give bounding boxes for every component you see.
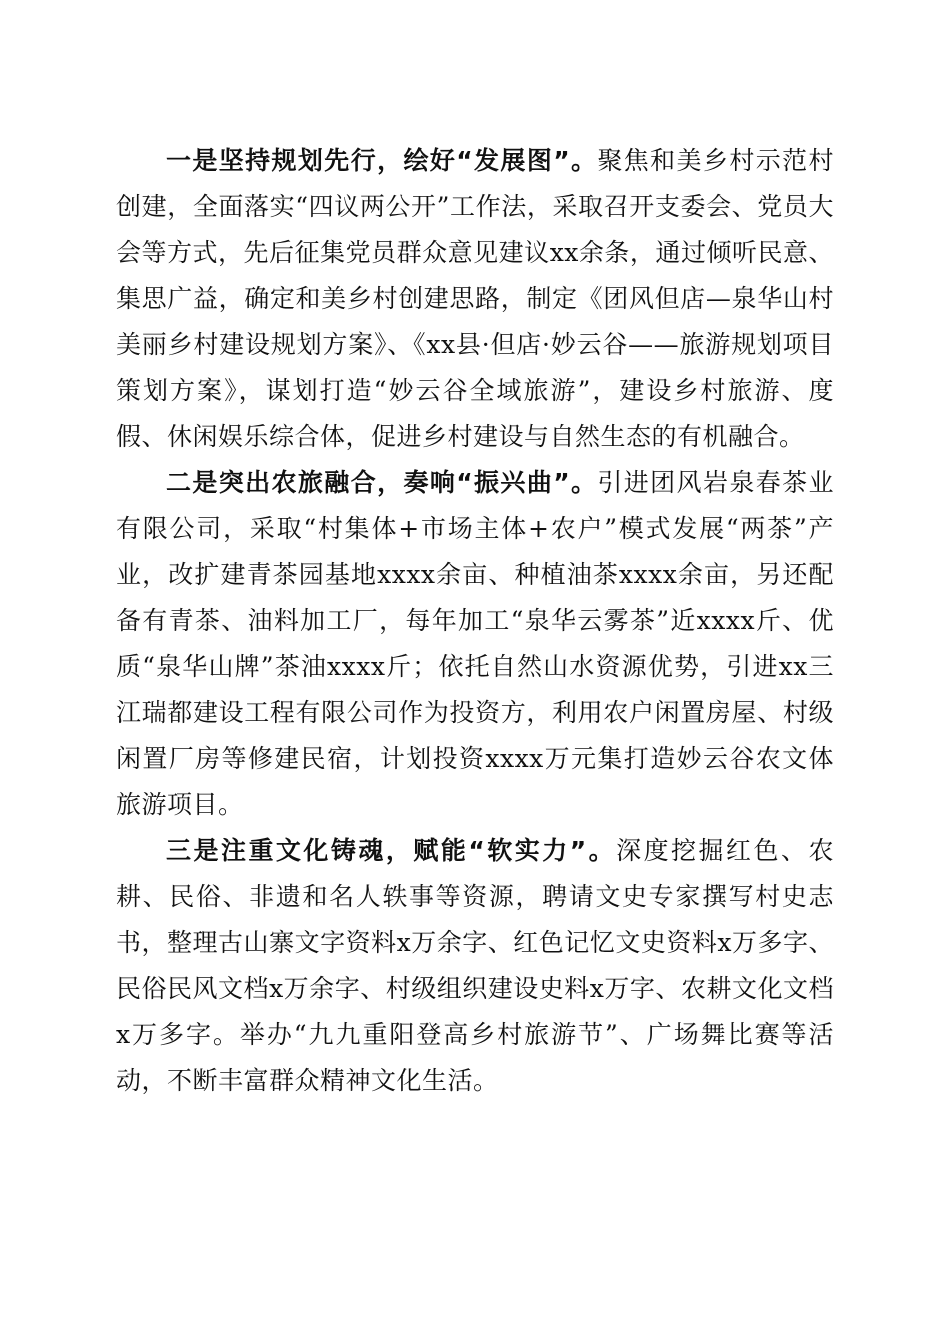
- paragraph-agritourism: [116, 460, 834, 828]
- paragraph-heading: 一是坚持规划先行，绘好“发展图”。: [166, 146, 598, 175]
- paragraph-heading: 三是注重文化铸魂，赋能“软实力”。: [166, 836, 617, 865]
- paragraph-text: 深度挖掘红色、农耕、民俗、非遗和名人轶事等资源，聘请文史专家撰写村史志书，整理古山寨文字资料x万余字、红色记忆文史资料x万多字、民俗民风文档x万余字、村级组织建设史料x万字、农耕文化文档x万多字。举办“九九重阳登高乡村旅游节”、广场舞比赛等活动，不断丰富群众精神文化生活。: [116, 836, 834, 1095]
- document-body: [116, 138, 834, 1104]
- paragraph-text: 聚焦和美乡村示范村创建，全面落实“四议两公开”工作法，采取召开支委会、党员大会等方式，先后征集党员群众意见建议xx余条，通过倾听民意、集思广益，确定和美乡村创建思路，制定《团风但店—泉华山村美丽乡村建设规划方案》、《xx县·但店·妙云谷——旅游规划项目策划方案》，谋划打造“妙云谷全域旅游”，建设乡村旅游、度假、休闲娱乐综合体，促进乡村建设与自然生态的有机融合。: [116, 146, 834, 451]
- paragraph-culture: [116, 828, 834, 1104]
- paragraph-text: 引进团风岩泉春茶业有限公司，采取“村集体+市场主体+农户”模式发展“两茶”产业，改扩建青茶园基地xxxx余亩、种植油茶xxxx余亩，另还配备有青茶、油料加工厂，每年加工“泉华云雾茶”近xxxx斤、优质“泉华山牌”茶油xxxx斤；依托自然山水资源优势，引进xx三江瑞都建设工程有限公司作为投资方，利用农户闲置房屋、村级闲置厂房等修建民宿，计划投资xxxx万元集打造妙云谷农文体旅游项目。: [116, 468, 834, 819]
- paragraph-planning: [116, 138, 834, 460]
- paragraph-heading: 二是突出农旅融合，奏响“振兴曲”。: [166, 468, 598, 497]
